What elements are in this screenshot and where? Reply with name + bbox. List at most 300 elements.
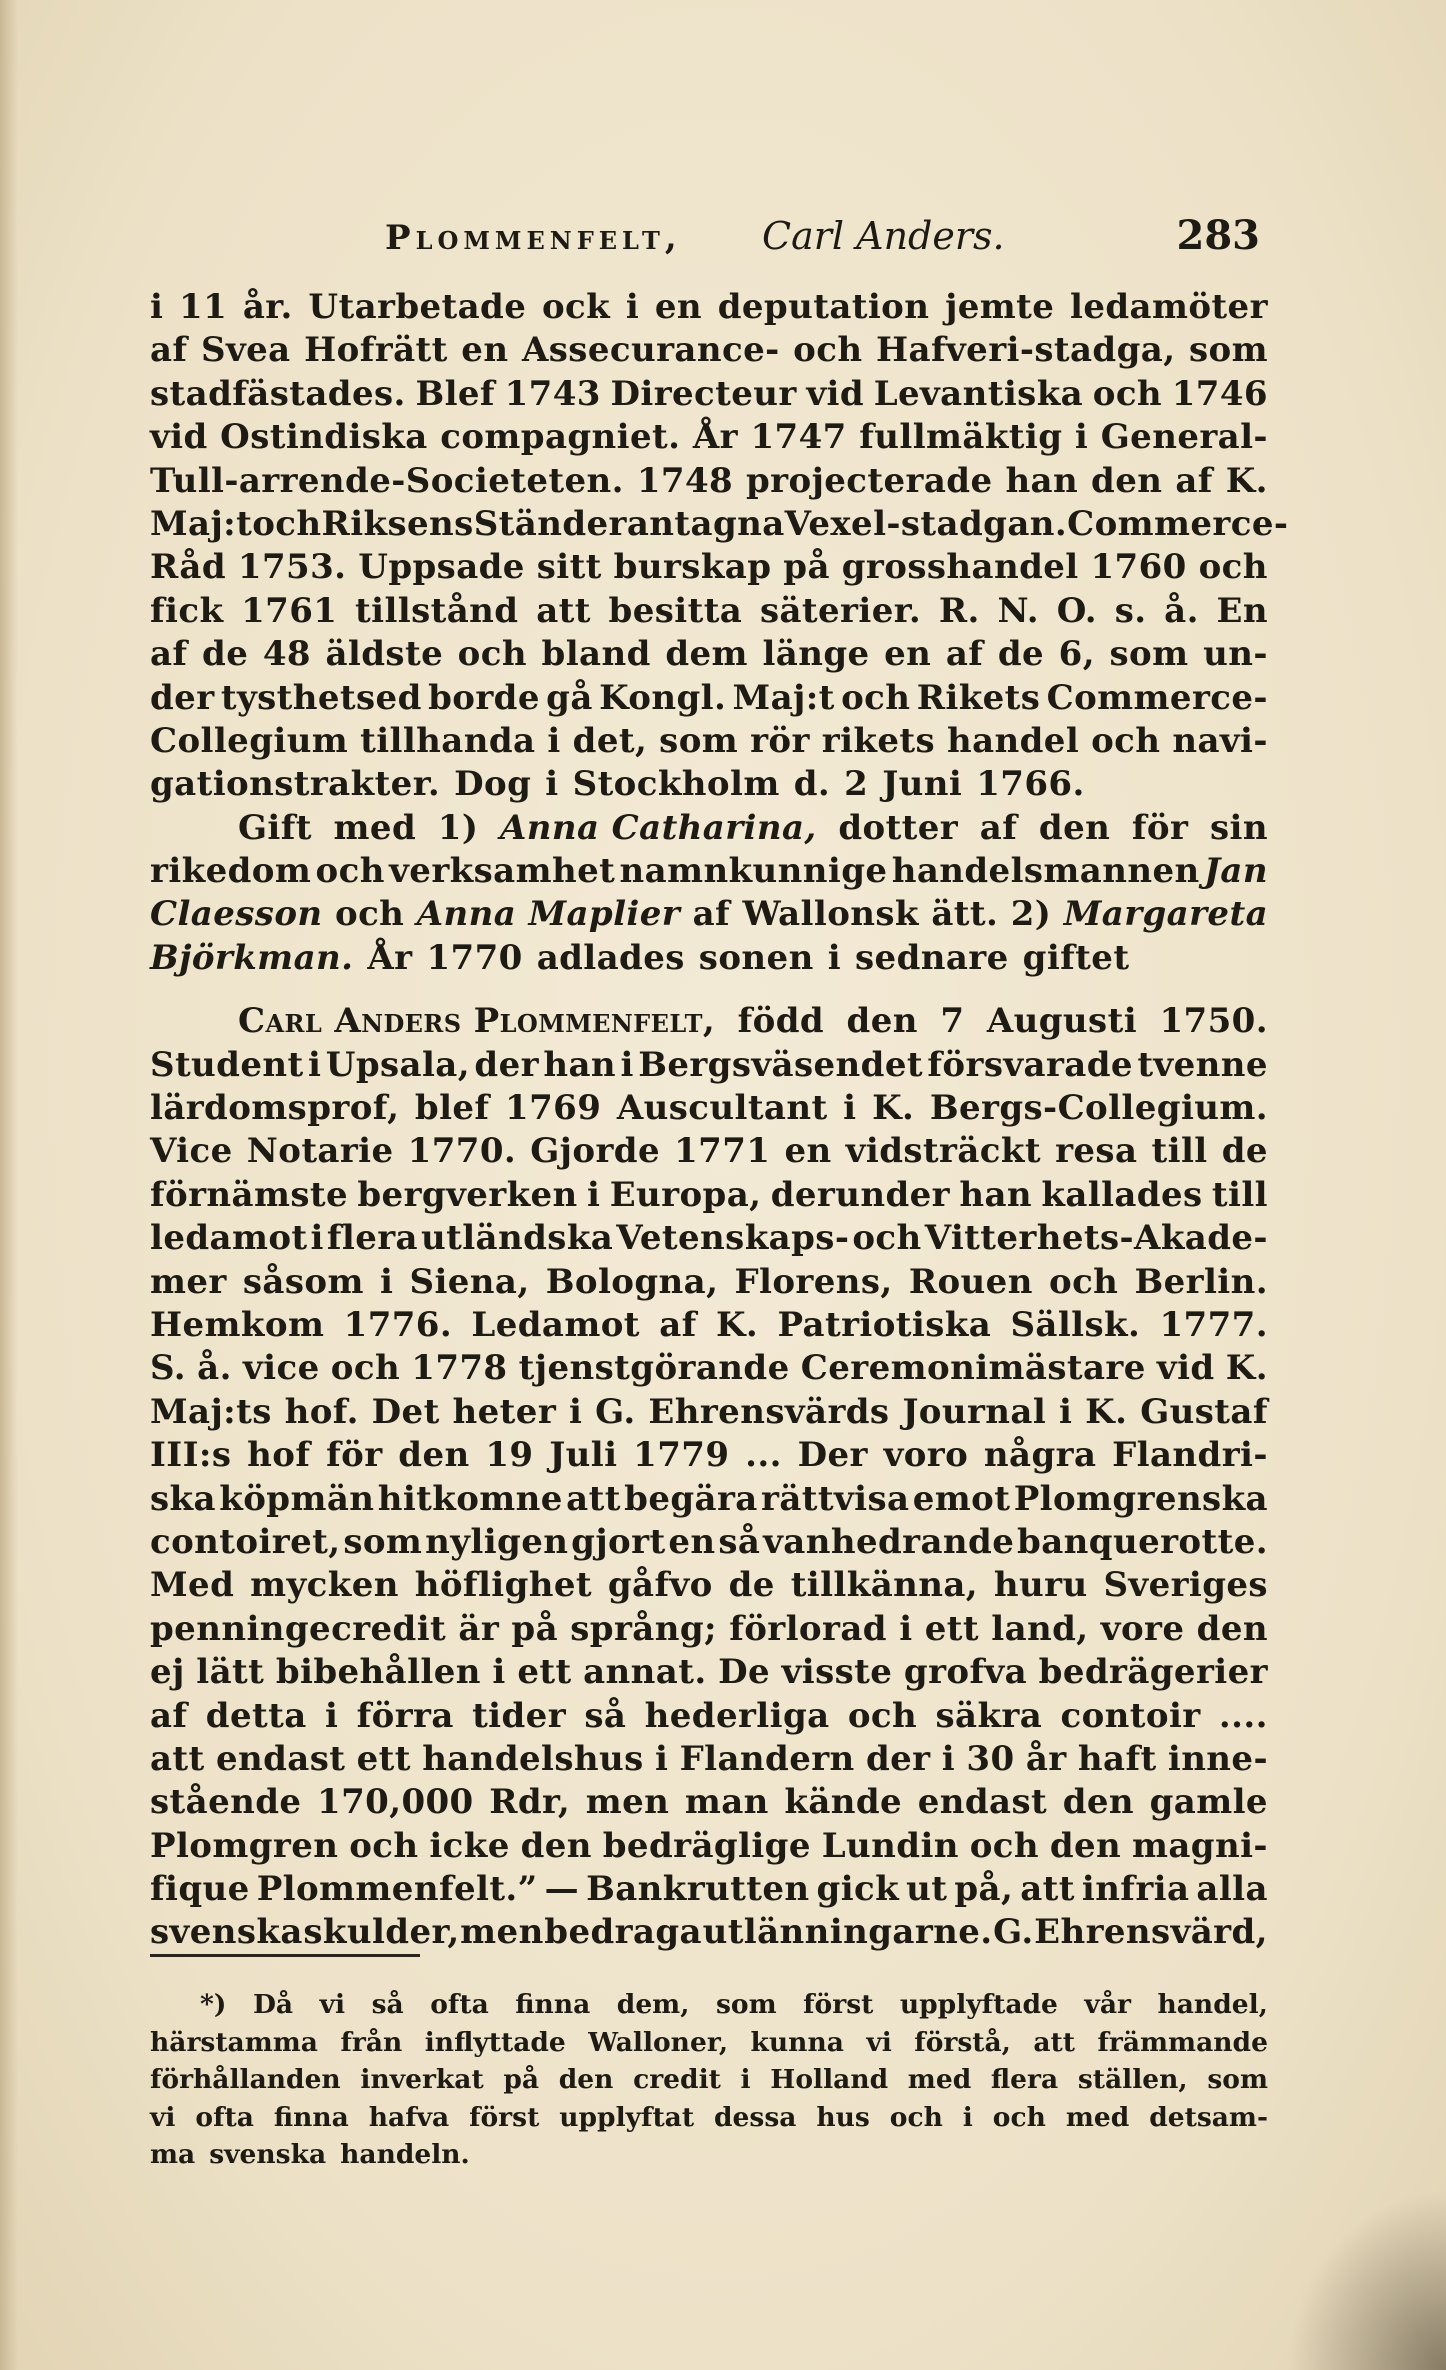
word: Directeur [610,373,797,414]
word: och [969,1825,1040,1866]
word: som [659,720,739,761]
word: 11 [179,287,228,327]
word: 7 [940,1001,965,1042]
word: i [625,287,640,327]
text-line [150,1434,1268,1477]
word: Jan [1203,851,1268,892]
word: bedraga [544,1912,702,1953]
word: tjenstgörande [518,1348,790,1389]
text-line [150,850,1268,893]
word: ut [906,1869,948,1910]
word: General- [1100,417,1268,458]
word: inverkat [360,2064,484,2095]
word: och [1198,547,1268,588]
word: Flandri- [1112,1435,1268,1476]
word: icke [429,1825,510,1866]
word: 1761 [241,590,338,631]
word: Råd [150,547,227,588]
word: de [997,634,1045,675]
word: 1769 [505,1088,602,1129]
word: och [852,1218,922,1259]
word: contoiret, [150,1521,341,1562]
word: den [1091,460,1163,501]
word: gationstrakter. [150,764,441,805]
word: Hafveri-stadga, [876,330,1176,371]
word: och [1092,373,1163,414]
word: han [959,1174,1033,1215]
word: flera [990,2064,1059,2095]
text-line [150,1781,1268,1824]
word: på [783,547,830,588]
word: sonen [698,937,814,978]
word: och [847,1695,918,1736]
word: på [511,1608,558,1649]
word: främmande [1097,2026,1268,2058]
word: af [150,1695,188,1736]
word: först [469,2101,540,2133]
word: 2) [1010,894,1052,935]
word: K. [1225,460,1268,501]
word: lärdomsprof, [150,1088,400,1129]
text-line [150,1478,1268,1521]
word: sitt [536,547,602,588]
word: endast [917,1782,1048,1823]
footnote [150,1986,1268,2174]
text-line [150,1000,1268,1043]
word: 170,000 [317,1782,474,1823]
word: som [1207,2064,1268,2095]
word: handel [946,720,1080,761]
word: den [1062,1782,1135,1823]
word: projecterade [746,460,993,501]
word: Berlin. [1134,1261,1268,1302]
word: banquerotte. [1017,1521,1268,1562]
word: en [461,330,509,371]
text-line [150,807,1268,850]
word: vår [1084,1989,1131,2020]
word: säterier. [759,590,922,631]
word: Sällsk. [1010,1304,1141,1345]
word: Bergsväsendet [638,1044,923,1085]
word: Maj:t [732,677,835,718]
word: 30 [966,1738,1015,1779]
text-line [150,937,1268,980]
word: adlades [536,937,685,978]
word: derunder [770,1174,950,1215]
word: Maj:ts [150,1391,272,1432]
word: Flandern [679,1738,855,1779]
word: i [1074,417,1089,458]
word: för [1131,807,1189,848]
word: K. [1085,1391,1128,1432]
word: förstå, [914,2026,1011,2058]
word: ... [745,1435,782,1476]
word: rör [750,720,810,761]
word: Plomgrenska [1013,1478,1268,1519]
word: och [1049,1261,1119,1302]
word: den [1038,807,1111,848]
word: af [692,894,731,935]
word: detta [205,1695,307,1736]
word: tillkänna, [790,1565,979,1606]
word: och [457,634,527,675]
word: af [1175,460,1213,501]
word: Augusti [986,1001,1138,1042]
word: med [907,2064,972,2095]
word: 6, [1058,634,1095,675]
word: i [587,1174,601,1215]
word: Utarbetade [308,287,527,327]
word: dessa [714,2101,797,2133]
word: en [668,1521,716,1562]
word: 1770. [407,1131,517,1172]
word: Uppsade [358,547,525,588]
word: ätt. [931,894,999,935]
word: den [398,1435,470,1476]
word: fullmäktig [859,417,1063,458]
word: några [983,1435,1097,1476]
word: och [992,2101,1046,2133]
word: dem [665,634,748,675]
word: tvenne [1137,1044,1268,1085]
word: Ständer [473,503,627,544]
word: inne- [1167,1738,1268,1779]
word: så [718,1521,761,1562]
word: Siena, [409,1261,530,1302]
word: och [252,503,322,544]
word: mycken [250,1565,399,1606]
word: haft [1077,1738,1157,1779]
word: till [1151,1131,1208,1172]
word: och [335,894,405,935]
word: begära [624,1478,758,1519]
text-line [150,286,1268,329]
word: Juni [882,764,963,805]
word: År [692,417,738,458]
word: endast [215,1738,346,1779]
word: 1760 [1090,547,1187,588]
word: 1770 [426,937,523,978]
word: och [349,1825,419,1866]
word: contoir [1060,1695,1201,1736]
word: tillhanda [360,720,536,761]
word: besitta [608,590,743,631]
word: Vexel-stadgan. [784,503,1068,544]
word: Juli [549,1435,618,1476]
word: den [846,1001,918,1042]
word: lätt [196,1652,265,1693]
text-line [150,1608,1268,1651]
text-line [150,1261,1268,1304]
word: hitkomne [377,1478,563,1519]
main-text [150,286,1289,1955]
word: Florens, [734,1261,893,1302]
word: inflyttade [424,2026,566,2058]
text-line [150,1217,1268,1260]
word: och [889,2101,943,2133]
running-head-title: Plommenfelt, [385,218,682,258]
word: un- [1203,634,1268,675]
word: vi [866,2026,892,2058]
word: Anna Maplier [416,894,681,935]
word: utlänningarne. [702,1912,993,1953]
word: En [1216,590,1268,631]
word: förra [356,1695,454,1736]
word: tider [472,1695,567,1736]
word: vice [243,1348,320,1389]
word: hafva [368,2101,450,2133]
word: den [1049,1825,1122,1866]
word: att [150,1738,205,1779]
footnote-rule [150,1954,420,1957]
word: voro [883,1435,969,1476]
word: ofta [430,1989,489,2020]
word: i [899,1608,913,1649]
text-line [150,590,1268,633]
word: till [1211,1174,1268,1215]
word: K. [715,1304,759,1345]
word: i [568,1391,583,1432]
text-line [150,1564,1268,1607]
word: Europa, [609,1174,762,1215]
text-line [150,546,1268,589]
word: de [1221,1131,1268,1172]
word: S. [150,1348,186,1389]
word: Blef [415,373,495,414]
word: som [1188,330,1268,371]
word: å. [197,1348,232,1389]
word: gamle [1149,1782,1268,1823]
word: Sveriges [1103,1565,1268,1606]
word: stående [150,1782,302,1823]
text-line [150,416,1268,459]
word: ställen, [1077,2064,1188,2095]
word: försvarade [927,1044,1133,1085]
word: de [202,634,249,675]
word: år. [242,287,293,327]
word: i [310,1218,324,1259]
word: Margareta [1063,894,1268,935]
footnote-line [150,2061,1268,2099]
word: Då [252,1989,294,2020]
text-line [150,1695,1268,1738]
text-line [150,677,1268,720]
word: Ledamot [471,1304,640,1345]
word: och [841,677,911,718]
word: ett [924,1608,980,1649]
word: som [1109,634,1189,675]
word: heter [452,1391,557,1432]
word: 1777. [1159,1304,1268,1345]
word: handelshus [422,1738,644,1779]
word: Hofrätt [304,330,448,371]
word: ofta [195,2101,254,2133]
word: 1748 [636,460,734,501]
word: burskap [613,547,772,588]
word: af [945,634,984,675]
word: 48 [262,634,311,675]
word: land, [991,1608,1089,1649]
word: Gift [238,807,312,848]
word: Commerce- [1067,503,1289,544]
word: Anna Catharina, [500,807,817,848]
word: ledamot [150,1218,308,1259]
word: detsam- [1149,2101,1268,2133]
word: 1750. [1159,1001,1268,1042]
paragraph-gap [150,980,1268,1000]
word: Journal [902,1391,1047,1432]
text-line [150,763,1268,806]
word: 1778 [411,1348,508,1389]
word: Levantiska [873,373,1084,414]
word: från [340,2026,403,2058]
word: i [308,1044,322,1085]
word: säkra [935,1695,1043,1736]
word: så [371,1989,404,2020]
word: i [150,287,164,327]
word: som [715,1989,777,2020]
word: Vetenskaps- [616,1218,850,1259]
text-line [150,1651,1268,1694]
word: år [1025,1738,1067,1779]
word: Collegium [150,720,349,761]
word: bland [541,634,651,675]
word: rättvisa [761,1478,910,1519]
word: ett [517,1652,572,1693]
word: 1) [437,807,479,848]
word: förnämste [150,1174,349,1215]
word: svenska [209,2139,327,2170]
word: 1766. [976,764,1085,805]
word: och [1091,720,1161,761]
word: .... [1218,1695,1268,1736]
word: Bergs-Collegium. [929,1088,1268,1129]
word: 19 [485,1435,534,1476]
word: verksamhet [389,851,616,892]
word: en [884,634,932,675]
word: är [458,1608,500,1649]
word: 1746 [1171,373,1268,414]
word: men [585,1782,670,1823]
word: fique [150,1869,250,1910]
word: den [520,1825,592,1866]
word: O. [1056,590,1097,631]
word: Student [150,1044,304,1085]
word: å. [1164,590,1199,631]
word: K. [872,1088,915,1129]
word: — [544,1869,580,1910]
word: svenska [150,1912,303,1953]
word: Ehrensvärds [648,1391,890,1432]
word: huru [993,1565,1088,1606]
word: den [558,2064,614,2095]
word: gick [816,1869,900,1910]
word: 1779 [633,1435,730,1476]
word: der [474,1044,539,1085]
word: visste [781,1652,893,1693]
word: flera [326,1218,418,1259]
word: ska [150,1478,216,1519]
text-line [150,893,1268,936]
word: ma [150,2139,196,2170]
word: att [536,590,591,631]
text-line [150,1738,1268,1781]
word: Tull-arrende-Societeten. [150,460,624,501]
word: att [566,1478,621,1519]
word: dotter [838,807,959,848]
word: III:s [150,1435,232,1476]
text-line [150,373,1268,416]
word: grofva [903,1652,1028,1693]
word: i [655,1738,669,1779]
word: Assecurance- [521,330,780,371]
word: ett [356,1738,411,1779]
word: emot [912,1478,1011,1519]
word: Rdr, [489,1782,571,1823]
page-edge-shading [0,0,18,2370]
word: bedrägerier [1038,1652,1268,1693]
word: alla [1196,1869,1268,1910]
word: i [962,2101,973,2133]
text-line [150,503,1289,546]
footnote-line [150,2024,1268,2062]
word: han [1005,460,1079,501]
word: s. [1114,590,1147,631]
word: fick [150,590,224,631]
word: Kongl. [599,677,727,718]
word: förhållanden [150,2064,341,2095]
word: Med [150,1565,235,1606]
word: giftet [1022,937,1130,978]
word: G. [595,1391,636,1432]
word: af [979,807,1018,848]
word: magni- [1132,1825,1268,1866]
word: äldste [325,634,444,675]
word: nyligen [425,1521,569,1562]
word: De [718,1652,771,1693]
word: i [492,1652,506,1693]
text-line [150,633,1268,676]
word: namnkunnige [619,851,888,892]
word: annat. [583,1652,707,1693]
text-line [150,1087,1268,1130]
page-corner-shadow [1286,2190,1446,2370]
word: född [737,1001,825,1042]
word: G. [993,1912,1034,1953]
text-line [150,1391,1268,1434]
word: tillstånd [355,590,519,631]
footnote-line [150,1986,1268,2024]
word: finna [273,2101,349,2133]
word: gå [546,677,593,718]
word: sednare [855,937,1009,978]
word: Vitterhets-Akade- [924,1218,1268,1259]
word: År [367,937,413,978]
word: bibehållen [275,1652,481,1693]
word: med [333,807,417,848]
word: man [684,1782,769,1823]
word: skulder, [303,1912,460,1953]
word: upplyftat [559,2101,695,2133]
word: bergverken [357,1174,578,1215]
text-line [150,1304,1268,1347]
word: kände [784,1782,903,1823]
word: handel, [1157,1989,1268,2020]
word: det, [572,720,648,761]
word: antagna [626,503,785,544]
text-line [150,720,1268,763]
word: i [380,1261,394,1302]
